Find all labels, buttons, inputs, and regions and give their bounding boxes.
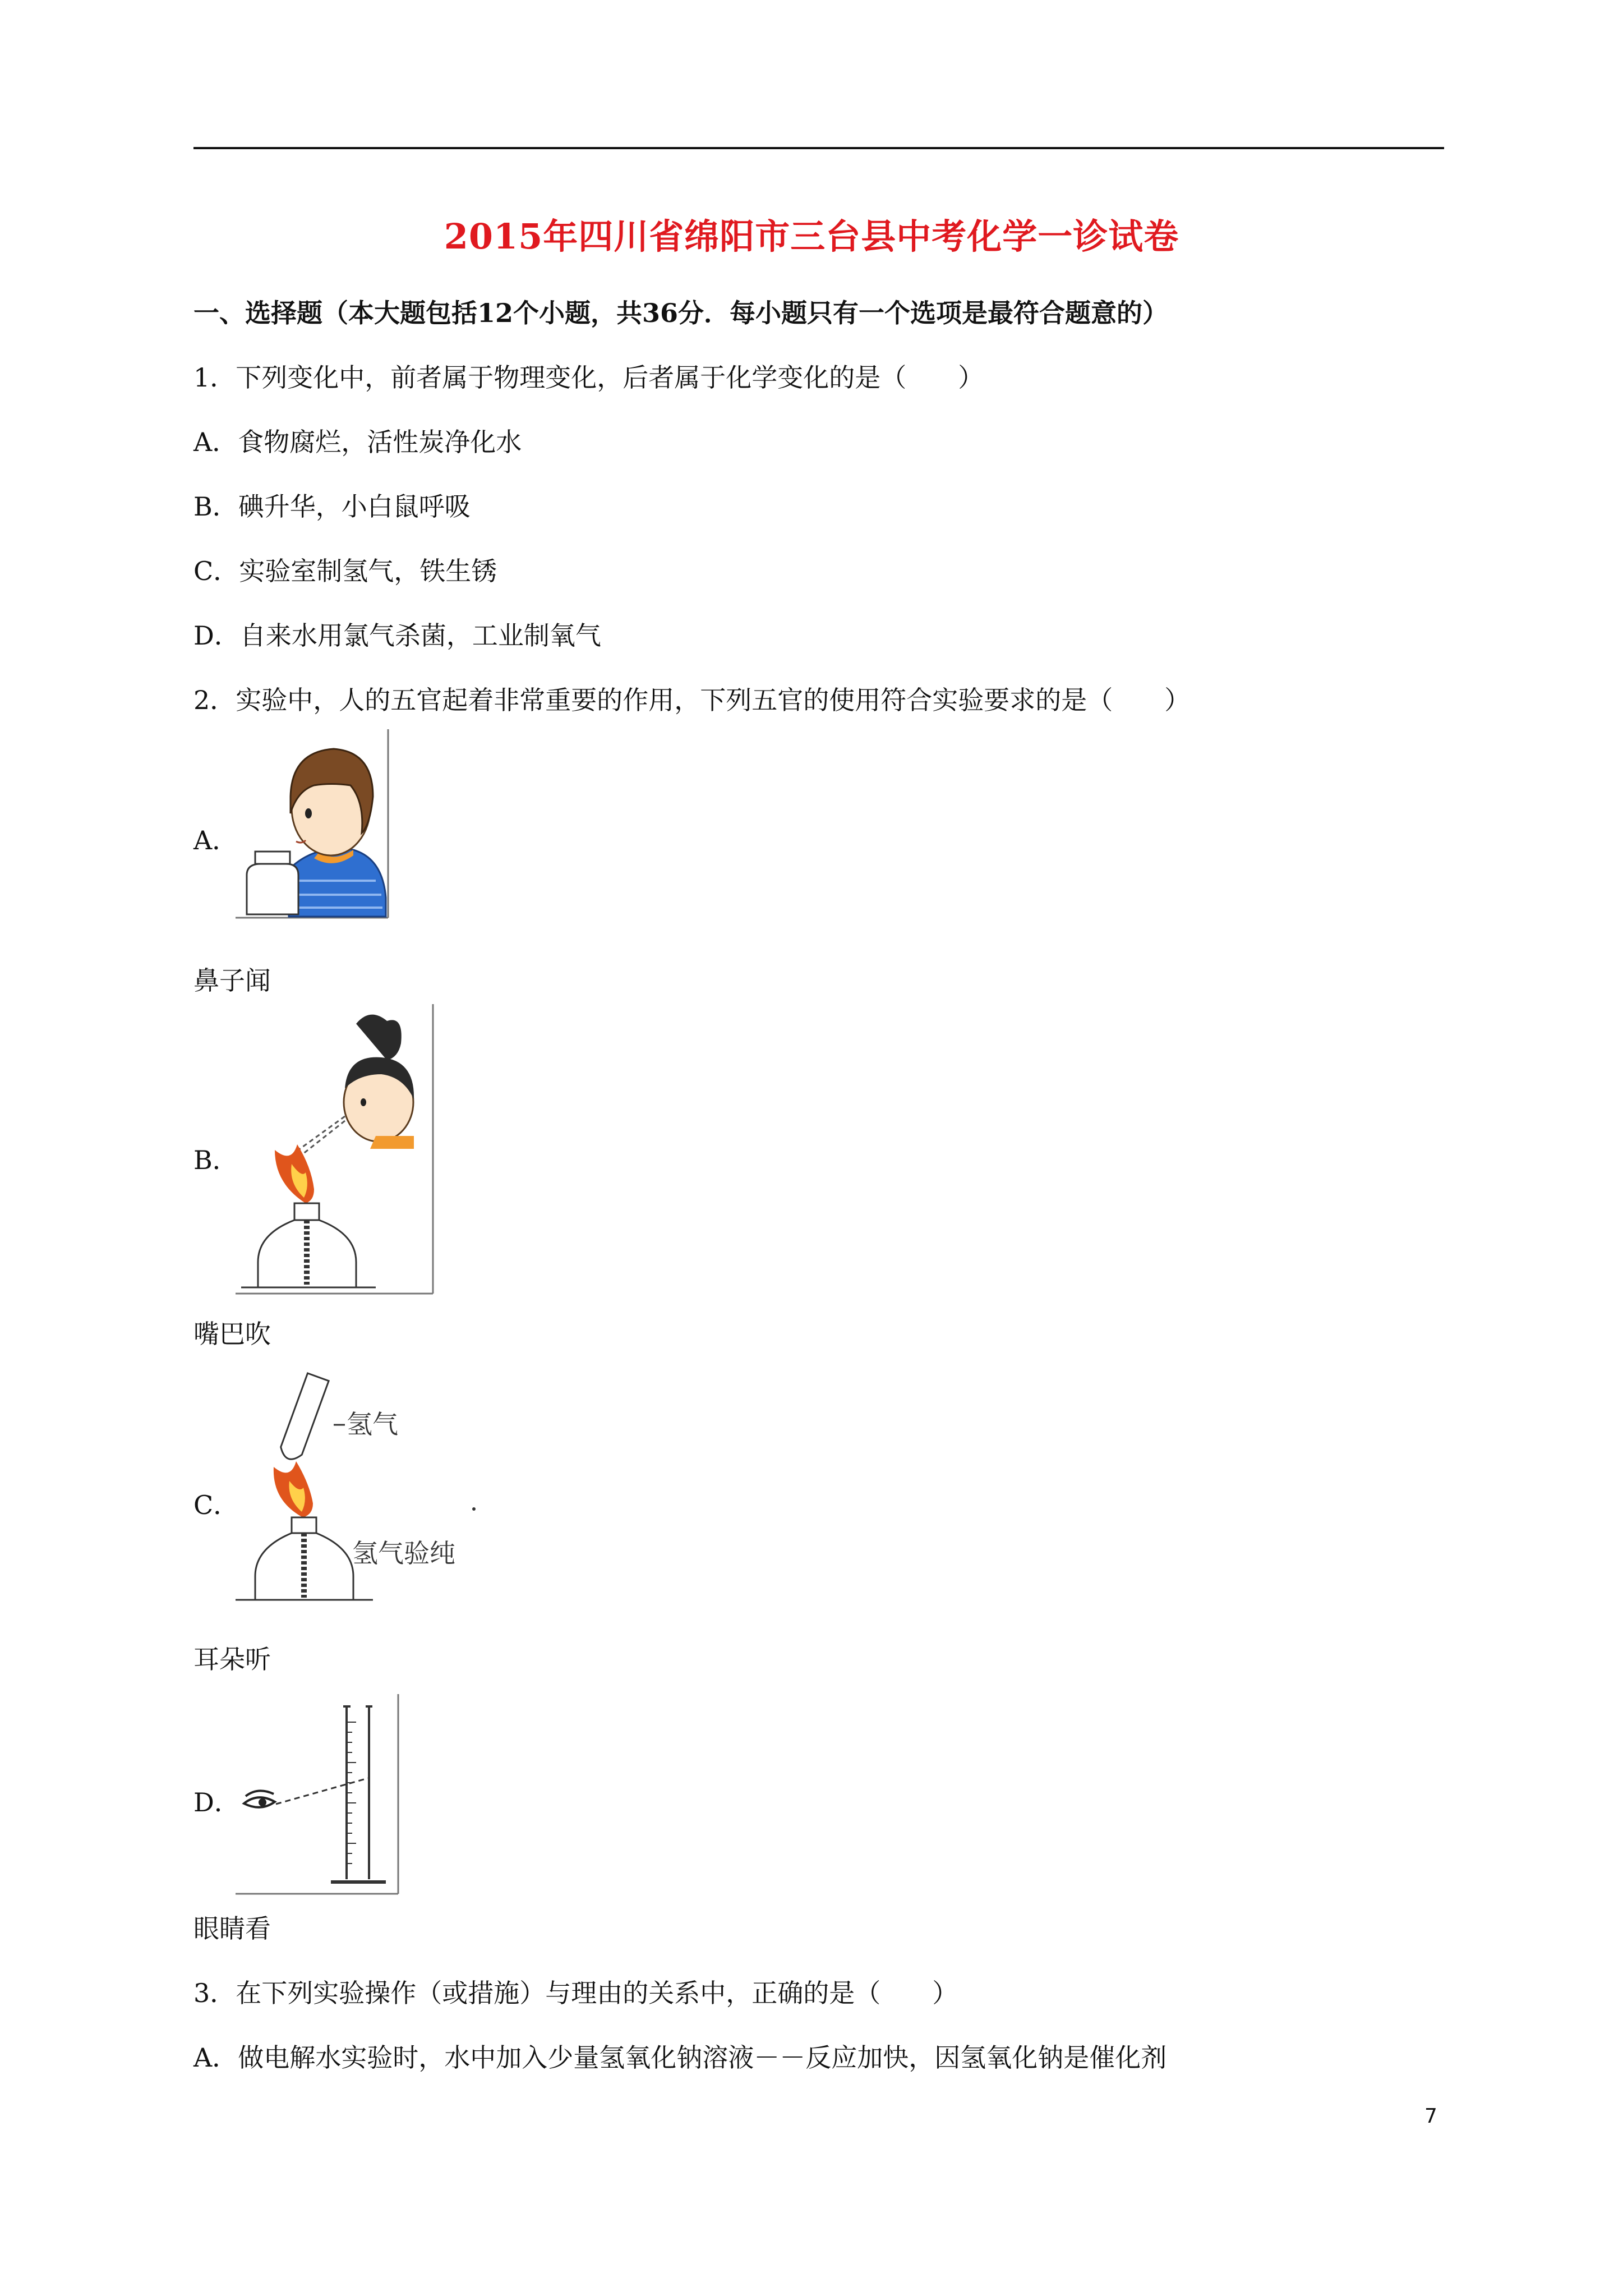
- q2-option-c-label: C．: [193, 1490, 239, 1520]
- hydrogen-label: 氢气: [347, 1409, 398, 1439]
- q2-option-a-label: A．: [193, 825, 238, 855]
- section-heading: 一、选择题（本大题包括12个小题，共36分．每小题只有一个选项是最符合题意的）: [193, 298, 1169, 328]
- q1-option-c: C．实验室制氢气，铁生锈: [193, 556, 497, 586]
- hydrogen-purity-test-figure: [236, 1369, 482, 1616]
- q2-option-a-caption: 鼻子闻: [193, 965, 271, 996]
- q2-option-b-caption: 嘴巴吹: [193, 1319, 271, 1349]
- q1-option-a: A．食物腐烂，活性炭净化水: [193, 427, 522, 457]
- blowing-lamp-figure: [236, 1004, 437, 1296]
- q1-stem: 1．下列变化中，前者属于物理变化，后者属于化学变化的是（ ）: [193, 362, 984, 393]
- page-title: 2015年四川省绵阳市三台县中考化学一诊试卷: [444, 216, 1179, 257]
- hydrogen-purity-label: 氢气验纯: [352, 1538, 455, 1568]
- q2-option-c-caption: 耳朵听: [193, 1644, 271, 1674]
- smelling-bottle-figure: [236, 729, 393, 920]
- q3-option-a: A．做电解水实验时，水中加入少量氢氧化钠溶液－－反应加快，因氢氧化钠是催化剂: [193, 2042, 1167, 2073]
- q1-option-b: B．碘升华，小白鼠呼吸: [193, 491, 471, 522]
- reading-cylinder-figure: [236, 1694, 404, 1896]
- header-rule: [193, 147, 1444, 149]
- q2-option-d-caption: 眼睛看: [193, 1913, 271, 1944]
- q2-option-d-label: D．: [193, 1787, 240, 1818]
- q3-stem: 3．在下列实验操作（或措施）与理由的关系中，正确的是（ ）: [193, 1978, 958, 2008]
- q1-option-d: D．自来水用氯气杀菌，工业制氧气: [193, 620, 601, 651]
- page-number: 7: [1424, 2105, 1437, 2128]
- q2-stem: 2．实验中，人的五官起着非常重要的作用，下列五官的使用符合实验要求的是（ ）: [193, 685, 1191, 715]
- q2-option-b-label: B．: [193, 1145, 238, 1175]
